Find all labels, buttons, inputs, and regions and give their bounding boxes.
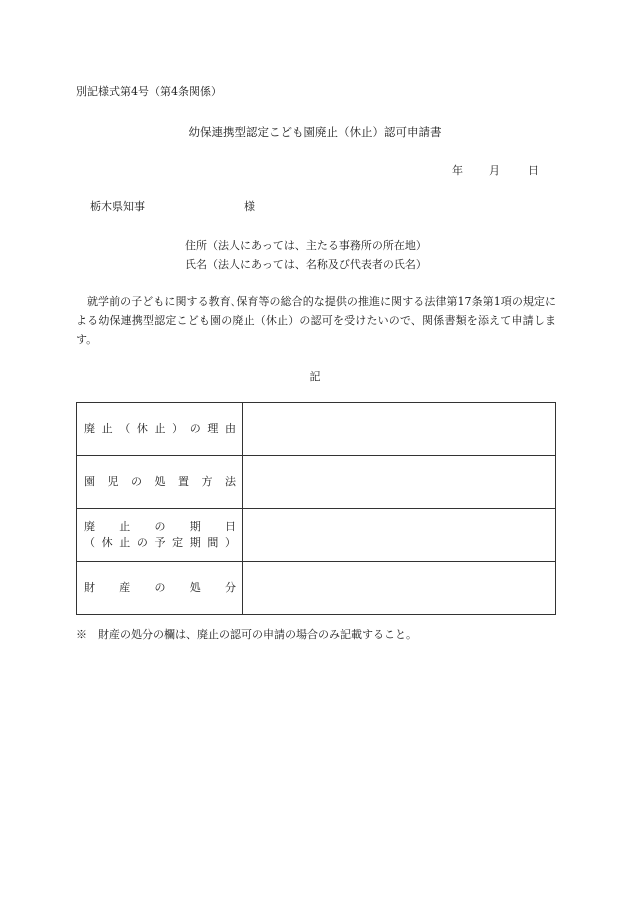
table-label-cell [77, 456, 243, 509]
row-reason [77, 403, 556, 456]
table-label-text: 廃 止 （ 休 止 ） の 理 由 [84, 422, 236, 435]
table-label-text: （ 休 止 の 予 定 期 間 ） [84, 536, 236, 549]
table-value-cell[interactable] [243, 403, 556, 456]
table-label-text: 園 児 の 処 置 方 法 [84, 475, 236, 488]
applicant-name-label: 氏名（法人にあっては、名称及び代表者の氏名） [185, 258, 427, 271]
date-day-label: 日 [528, 164, 539, 177]
form-reference: 別記様式第4号（第4条関係） [76, 85, 222, 98]
date-month-label: 月 [489, 164, 500, 177]
footnote: ※ 財産の処分の欄は、廃止の認可の申請の場合のみ記載すること。 [76, 628, 417, 641]
addressee: 栃木県知事 [90, 200, 145, 213]
row-child-disposition [77, 456, 556, 509]
date-year-label: 年 [452, 164, 463, 177]
table-label-cell [77, 403, 243, 456]
table-label-cell [77, 562, 243, 615]
application-table [76, 402, 556, 615]
ki-heading: 記 [309, 370, 321, 383]
table-value-cell[interactable] [243, 562, 556, 615]
table-value-cell[interactable] [243, 456, 556, 509]
document-title: 幼保連携型認定こども園廃止（休止）認可申請書 [188, 125, 442, 139]
table-label-cell [77, 509, 243, 562]
row-date-period [77, 509, 556, 562]
table-label-text: 財 産 の 処 分 [84, 581, 236, 594]
table-label-text: 廃 止 の 期 日 [84, 520, 236, 533]
row-property-disposal [77, 562, 556, 615]
application-body-text: 就学前の子どもに関する教育､保育等の総合的な提供の推進に関する法律第17条第1項の規定による幼保連携型認定こども園の廃止（休止）の認可を受けたいので、関係書類を添えて申請します。 [76, 295, 556, 346]
applicant-address-label: 住所（法人にあっては、主たる事務所の所在地） [185, 239, 427, 252]
table-value-cell[interactable] [243, 509, 556, 562]
addressee-suffix: 様 [244, 200, 255, 213]
date-row [452, 162, 539, 178]
